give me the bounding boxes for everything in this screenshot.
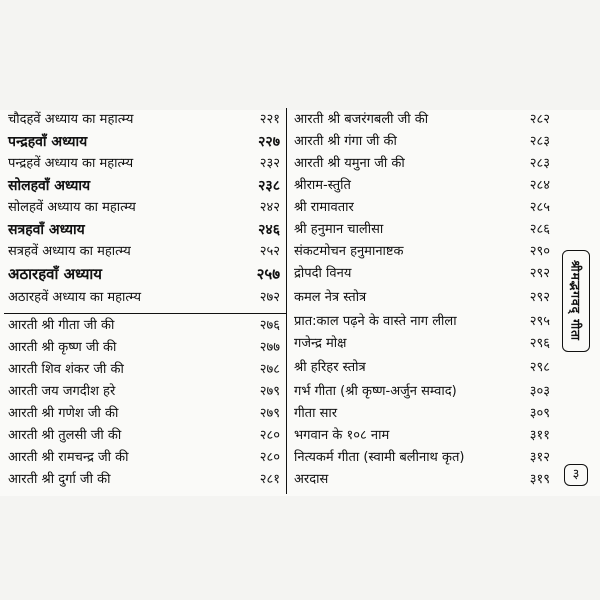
contents-entry bbox=[4, 154, 284, 174]
contents-entry bbox=[4, 426, 284, 446]
entry-title: आरती श्री यमुना जी की bbox=[294, 156, 405, 171]
entry-title: आरती श्री रामचन्द्र जी की bbox=[8, 450, 129, 465]
entry-page: २२७ bbox=[258, 134, 280, 150]
entry-title: आरती श्री गीता जी की bbox=[8, 318, 115, 333]
entry-title: गर्भ गीता (श्री कृष्ण-अर्जुन सम्वाद) bbox=[294, 384, 457, 399]
entry-title: भगवान के १०८ नाम bbox=[294, 428, 390, 443]
entry-title: सोलहवें अध्याय का महात्म्य bbox=[8, 200, 136, 215]
entry-page: २८५ bbox=[529, 200, 550, 215]
entry-title: सोलहवाँ अध्याय bbox=[8, 178, 91, 194]
entry-title: संकटमोचन हनुमानाष्टक bbox=[294, 244, 404, 259]
spine-title-text: श्रीमद्भगवद् गीता bbox=[568, 260, 583, 342]
contents-entry bbox=[4, 220, 284, 240]
entry-page: २७९ bbox=[259, 406, 280, 421]
contents-entry bbox=[4, 316, 284, 336]
contents-entry bbox=[4, 404, 284, 424]
entry-title: आरती श्री गणेश जी की bbox=[8, 406, 119, 421]
contents-entry bbox=[4, 338, 284, 358]
entry-title: प्रात:काल पढ़ने के वास्ते नाग लीला bbox=[294, 314, 457, 329]
entry-page: २८४ bbox=[529, 178, 550, 193]
contents-entry bbox=[4, 110, 284, 130]
section-divider bbox=[4, 313, 286, 314]
entry-page: २७७ bbox=[259, 340, 280, 355]
entry-page: २९० bbox=[529, 244, 550, 259]
entry-title: आरती जय जगदीश हरे bbox=[8, 384, 116, 399]
entry-title: आरती श्री बजरंगबली जी की bbox=[294, 112, 429, 127]
contents-entry bbox=[290, 198, 554, 218]
entry-page: २८१ bbox=[259, 472, 280, 487]
contents-entry bbox=[290, 358, 554, 378]
entry-page: २८२ bbox=[529, 112, 550, 127]
entry-title: सत्रहवें अध्याय का महात्म्य bbox=[8, 244, 131, 259]
contents-entry bbox=[4, 132, 284, 152]
contents-entry bbox=[4, 288, 284, 308]
contents-entry bbox=[290, 220, 554, 240]
entry-title: आरती श्री दुर्गा जी की bbox=[8, 472, 111, 487]
entry-page: २९८ bbox=[529, 360, 550, 375]
entry-title: अरदास bbox=[294, 472, 329, 487]
entry-title: श्री हनुमान चालीसा bbox=[294, 222, 384, 237]
entry-title: पन्द्रहवें अध्याय का महात्म्य bbox=[8, 156, 134, 171]
contents-entry bbox=[290, 448, 554, 468]
spine-book-title bbox=[562, 250, 590, 352]
entry-title: अठारहवाँ अध्याय bbox=[8, 265, 102, 283]
entry-page: ३०९ bbox=[529, 406, 550, 421]
contents-entry bbox=[4, 242, 284, 262]
entry-page: २५७ bbox=[256, 265, 280, 283]
entry-title: श्री हरिहर स्तोत्र bbox=[294, 360, 366, 375]
page-number: ३ bbox=[564, 464, 588, 486]
entry-title: गीता सार bbox=[294, 406, 338, 421]
entry-title: आरती शिव शंकर जी की bbox=[8, 362, 124, 377]
column-divider bbox=[286, 108, 287, 494]
entry-page: ३१२ bbox=[529, 450, 550, 465]
entry-title: आरती श्री गंगा जी की bbox=[294, 134, 397, 149]
entry-page: २८३ bbox=[529, 134, 550, 149]
entry-title: कमल नेत्र स्तोत्र bbox=[294, 290, 367, 305]
entry-title: गजेन्द्र मोक्ष bbox=[294, 336, 347, 351]
contents-entry bbox=[290, 470, 554, 490]
entry-title: आरती श्री तुलसी जी की bbox=[8, 428, 122, 443]
contents-entry bbox=[290, 242, 554, 262]
entry-title: नित्यकर्म गीता (स्वामी बलीनाथ कृत) bbox=[294, 450, 465, 465]
entry-page: २८६ bbox=[529, 222, 550, 237]
contents-entry bbox=[4, 470, 284, 490]
entry-title: चौदहवें अध्याय का महात्म्य bbox=[8, 112, 134, 127]
entry-page: २७६ bbox=[259, 318, 280, 333]
entry-page: २८३ bbox=[529, 156, 550, 171]
entry-page: ३१९ bbox=[529, 472, 550, 487]
contents-entry bbox=[290, 132, 554, 152]
contents-entry bbox=[290, 426, 554, 446]
entry-page: २४२ bbox=[259, 200, 280, 215]
entry-page: २७८ bbox=[259, 362, 280, 377]
entry-page: २३२ bbox=[259, 156, 280, 171]
contents-entry bbox=[290, 404, 554, 424]
contents-entry bbox=[290, 176, 554, 196]
entry-title: सत्रहवाँ अध्याय bbox=[8, 222, 85, 238]
entry-page: २९२ bbox=[529, 290, 550, 305]
entry-page: २८० bbox=[259, 450, 280, 465]
entry-page: २४६ bbox=[258, 222, 280, 238]
contents-entry bbox=[4, 448, 284, 468]
entry-title: अठारहवें अध्याय का महात्म्य bbox=[8, 290, 142, 305]
entry-page: ३०३ bbox=[529, 384, 550, 399]
entry-title: श्रीराम-स्तुति bbox=[294, 178, 351, 193]
entry-title: आरती श्री कृष्ण जी की bbox=[8, 340, 117, 355]
entry-title: द्रोपदी विनय bbox=[294, 266, 352, 281]
contents-entry bbox=[4, 264, 284, 284]
contents-entry bbox=[290, 312, 554, 332]
entry-page: २७२ bbox=[259, 290, 280, 305]
entry-page: २९६ bbox=[529, 336, 550, 351]
contents-entry bbox=[290, 382, 554, 402]
contents-entry bbox=[4, 176, 284, 196]
entry-page: २९२ bbox=[529, 266, 550, 281]
entry-page: २५२ bbox=[259, 244, 280, 259]
entry-page: २७९ bbox=[259, 384, 280, 399]
entry-title: पन्द्रहवाँ अध्याय bbox=[8, 134, 88, 150]
contents-entry bbox=[290, 154, 554, 174]
contents-entry bbox=[290, 110, 554, 130]
entry-title: श्री रामावतार bbox=[294, 200, 354, 215]
contents-entry bbox=[290, 264, 554, 284]
entry-page: ३११ bbox=[529, 428, 550, 443]
contents-entry bbox=[4, 198, 284, 218]
entry-page: २९५ bbox=[529, 314, 550, 329]
contents-entry bbox=[290, 288, 554, 308]
contents-entry bbox=[4, 382, 284, 402]
contents-entry bbox=[4, 360, 284, 380]
entry-page: २८० bbox=[259, 428, 280, 443]
contents-entry bbox=[290, 334, 554, 354]
entry-page: २३८ bbox=[258, 178, 280, 194]
entry-page: २२१ bbox=[259, 112, 280, 127]
